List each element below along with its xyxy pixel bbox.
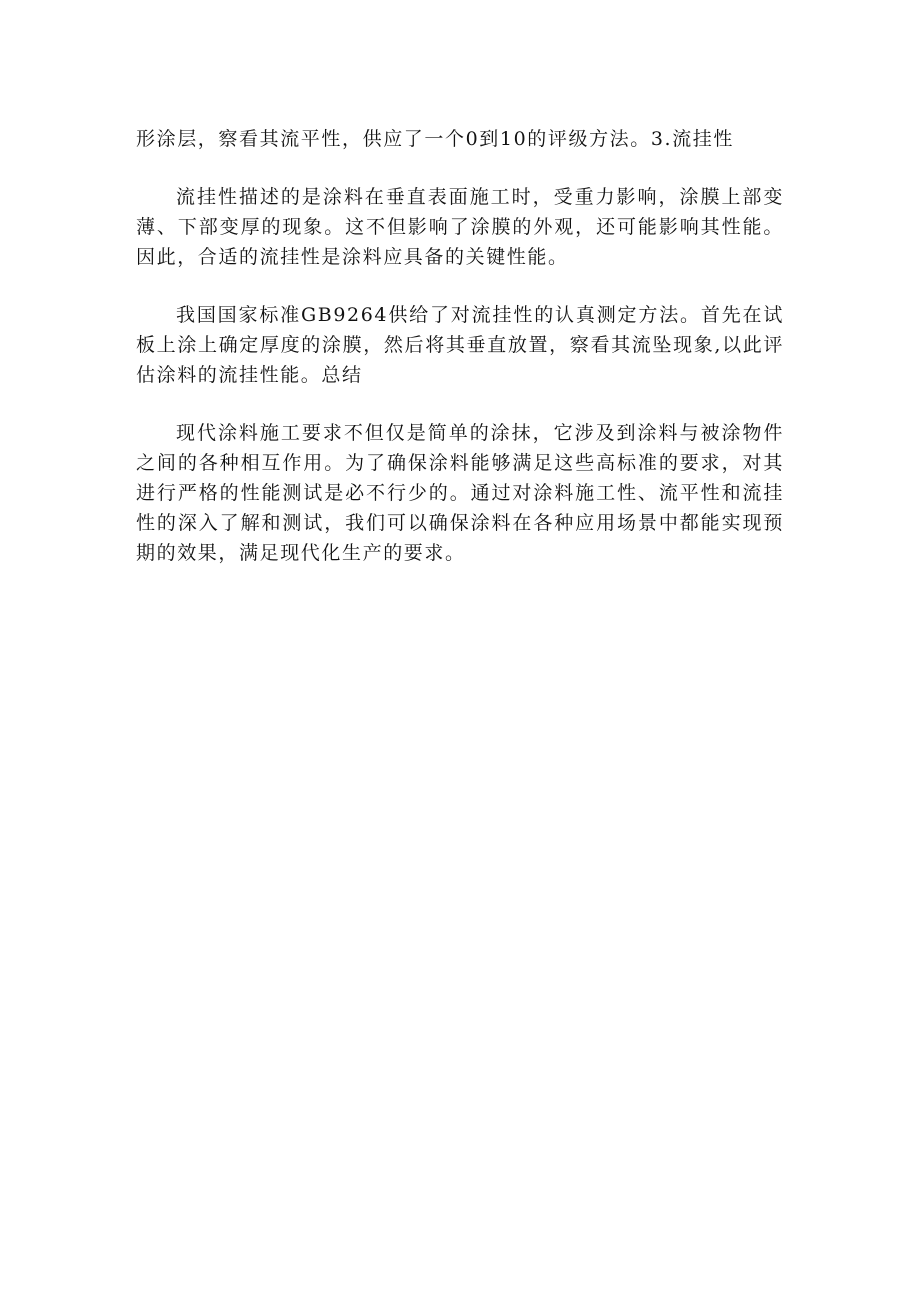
document-body xyxy=(136,124,784,596)
paragraph-national-standard: 我国国家标准GB9264供给了对流挂性的认真测定方法。首先在试板上涂上确定厚度的涂膜，然后将其垂直放置，察看其流坠现象,以此评估涂料的流挂性能。总结 xyxy=(136,304,784,386)
paragraph-summary: 现代涂料施工要求不但仅是简单的涂抹，它涉及到涂料与被涂物件之间的各种相互作用。为了确保涂料能够满足这些高标准的要求，对其进行严格的性能测试是必不行少的。通过对涂料施工性、流平性和流挂性的深入了解和测试，我们可以确保涂料在各种应用场景中都能实现预期的效果，满足现代化生产的要求。 xyxy=(136,422,784,564)
paragraph-sagging-description: 流挂性描述的是涂料在垂直表面施工时，受重力影响，涂膜上部变薄、下部变厚的现象。这不但影响了涂膜的外观，还可能影响其性能。因此，合适的流挂性是涂料应具备的关键性能。 xyxy=(136,186,784,268)
paragraph-continuation: 形涂层，察看其流平性，供应了一个0到10的评级方法。3.流挂性 xyxy=(136,128,734,150)
